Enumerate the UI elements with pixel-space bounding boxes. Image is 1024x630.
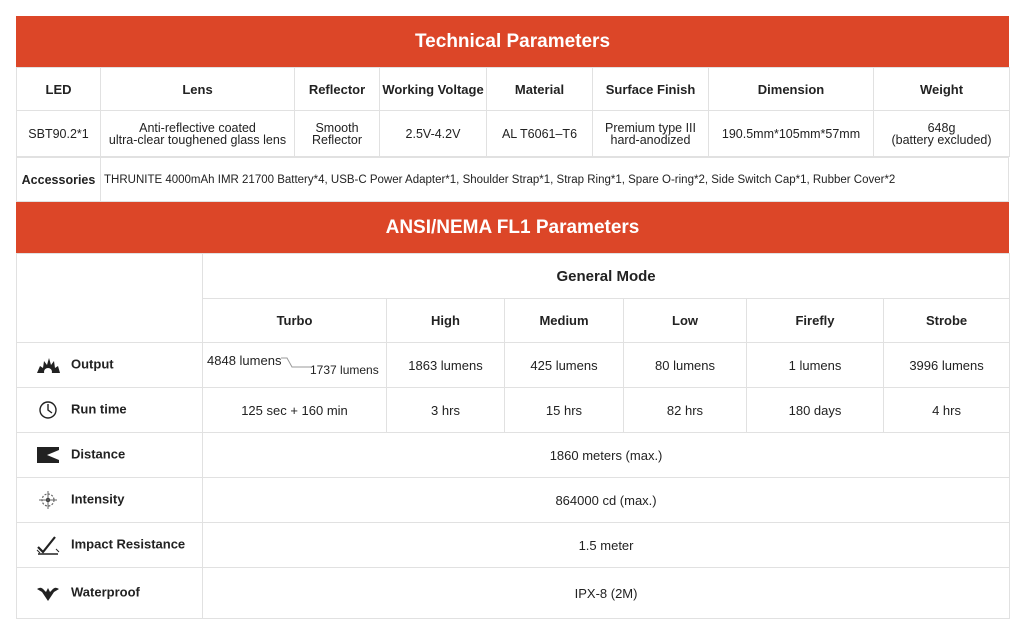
mode-firefly: Firefly bbox=[747, 299, 884, 343]
accessories-label: Accessories bbox=[17, 158, 101, 202]
led-value: SBT90.2*1 bbox=[17, 111, 101, 157]
blank-corner-cell bbox=[17, 254, 203, 343]
runtime-label-cell bbox=[17, 388, 203, 433]
turbo-output-sustained: 1737 lumens bbox=[310, 363, 379, 377]
output-label: Output bbox=[71, 356, 114, 372]
surface-line-2: hard-anodized bbox=[610, 132, 691, 147]
distance-row bbox=[17, 433, 1010, 478]
intensity-row bbox=[17, 478, 1010, 523]
output-medium: 425 lumens bbox=[505, 343, 624, 388]
header-surface-finish: Surface Finish bbox=[593, 68, 709, 111]
turbo-output-initial: 4848 lumens bbox=[207, 353, 282, 368]
lens-line-1: Anti-reflective coated bbox=[139, 120, 256, 135]
weight-line-2: (battery excluded) bbox=[891, 132, 992, 147]
reflector-value bbox=[295, 111, 380, 157]
weight-value bbox=[874, 111, 1010, 157]
runtime-medium: 15 hrs bbox=[505, 388, 624, 433]
runtime-row bbox=[17, 388, 1010, 433]
output-label-cell bbox=[17, 343, 203, 388]
header-weight: Weight bbox=[874, 68, 1010, 111]
output-strobe: 3996 lumens bbox=[884, 343, 1010, 388]
intensity-label: Intensity bbox=[71, 491, 125, 507]
impact-icon bbox=[35, 535, 61, 555]
surface-finish-value bbox=[593, 111, 709, 157]
impact-label-cell bbox=[17, 523, 203, 568]
header-material: Material bbox=[487, 68, 593, 111]
intensity-label-cell bbox=[17, 478, 203, 523]
intensity-value: 864000 cd (max.) bbox=[203, 478, 1010, 523]
ansi-parameters-banner bbox=[16, 202, 1009, 253]
header-led: LED bbox=[17, 68, 101, 111]
runtime-label: Run time bbox=[71, 401, 127, 417]
dimension-value: 190.5mm*105mm*57mm bbox=[709, 111, 874, 157]
material-value: AL T6061–T6 bbox=[487, 111, 593, 157]
accessories-table bbox=[16, 157, 1009, 202]
waterproof-value: IPX-8 (2M) bbox=[203, 568, 1010, 619]
mode-turbo: Turbo bbox=[203, 299, 387, 343]
turbo-output-step-line bbox=[281, 356, 311, 370]
mode-medium: Medium bbox=[505, 299, 624, 343]
technical-value-row bbox=[17, 111, 1010, 157]
mode-low: Low bbox=[624, 299, 747, 343]
lens-line-2: ultra-clear toughened glass lens bbox=[108, 132, 287, 147]
mode-high: High bbox=[387, 299, 505, 343]
header-working-voltage: Working Voltage bbox=[380, 68, 487, 111]
waterproof-icon bbox=[35, 583, 61, 603]
output-turbo bbox=[203, 343, 387, 388]
technical-parameters-table bbox=[16, 67, 1010, 157]
runtime-strobe: 4 hrs bbox=[884, 388, 1010, 433]
distance-label: Distance bbox=[71, 446, 126, 462]
distance-label-cell bbox=[17, 433, 203, 478]
accessories-row bbox=[17, 158, 1009, 202]
reflector-line-2: Reflector bbox=[311, 132, 363, 147]
accessories-value: THRUNITE 4000mAh IMR 21700 Battery*4, USB-C Power Adapter*1, Shoulder Strap*1, Strap Ring*1, Spare O-ring*2, Side Switch Cap*1, Rubber Cover*2 bbox=[101, 158, 1009, 202]
ansi-parameters-title: ANSI/NEMA FL1 Parameters bbox=[385, 216, 640, 238]
spec-sheet bbox=[16, 16, 1009, 619]
waterproof-label-cell bbox=[17, 568, 203, 619]
waterproof-label: Waterproof bbox=[71, 584, 140, 600]
ansi-parameters-table bbox=[16, 253, 1010, 619]
weight-line-1: 648g bbox=[927, 120, 956, 135]
crosshair-icon bbox=[35, 490, 61, 510]
turbo-output-split bbox=[203, 343, 386, 387]
output-firefly: 1 lumens bbox=[747, 343, 884, 388]
technical-header-row bbox=[17, 68, 1010, 111]
voltage-value: 2.5V-4.2V bbox=[380, 111, 487, 157]
clock-icon bbox=[35, 400, 61, 420]
beam-distance-icon bbox=[35, 445, 61, 465]
runtime-turbo: 125 sec + 160 min bbox=[203, 388, 387, 433]
lens-value bbox=[101, 111, 295, 157]
header-reflector: Reflector bbox=[295, 68, 380, 111]
header-lens: Lens bbox=[101, 68, 295, 111]
runtime-low: 82 hrs bbox=[624, 388, 747, 433]
mode-strobe: Strobe bbox=[884, 299, 1010, 343]
general-mode-heading: General Mode bbox=[203, 254, 1010, 299]
header-dimension: Dimension bbox=[709, 68, 874, 111]
technical-parameters-title: Technical Parameters bbox=[414, 30, 611, 52]
impact-row bbox=[17, 523, 1010, 568]
surface-line-1: Premium type III bbox=[605, 120, 696, 135]
output-gear-icon bbox=[35, 355, 61, 375]
runtime-firefly: 180 days bbox=[747, 388, 884, 433]
output-low: 80 lumens bbox=[624, 343, 747, 388]
reflector-line-1: Smooth bbox=[315, 120, 359, 135]
impact-label: Impact Resistance bbox=[71, 536, 186, 552]
waterproof-row bbox=[17, 568, 1010, 619]
output-row bbox=[17, 343, 1010, 388]
runtime-high: 3 hrs bbox=[387, 388, 505, 433]
output-high: 1863 lumens bbox=[387, 343, 505, 388]
distance-value: 1860 meters (max.) bbox=[203, 433, 1010, 478]
general-mode-row bbox=[17, 254, 1010, 299]
impact-value: 1.5 meter bbox=[203, 523, 1010, 568]
technical-parameters-banner bbox=[16, 16, 1009, 67]
